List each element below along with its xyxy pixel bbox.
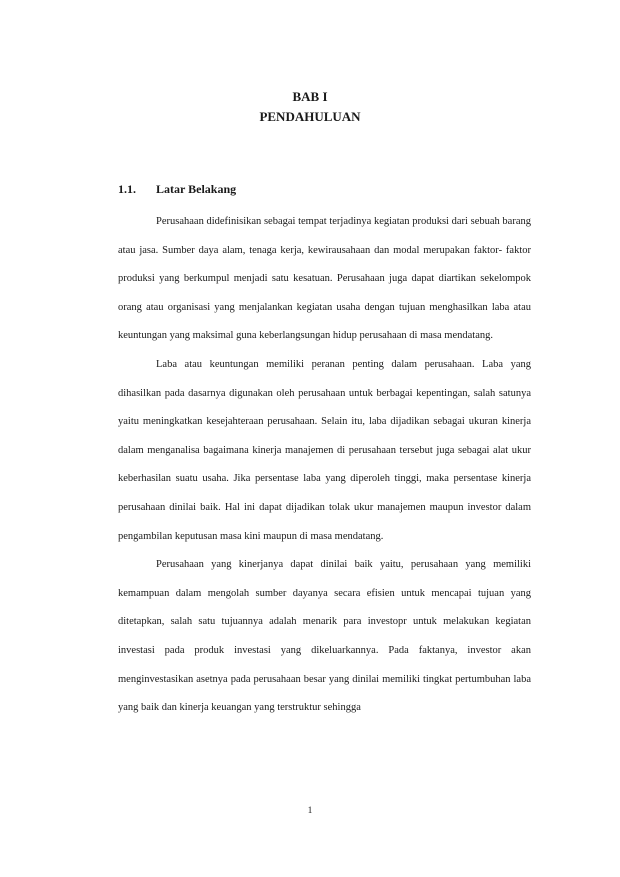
page-number: 1 (307, 806, 313, 816)
chapter-label: BAB I (292, 89, 328, 104)
paragraph: Laba atau keuntungan memiliki peranan penting dalam perusahaan. Laba yang dihasilkan pada dasarnya digunakan oleh perusahaan untuk berbagai kepentingan, salah satunya yaitu meningkatkan kesejahteraan perusahaan. Selain itu, laba dijadikan sebagai ukuran kinerja dalam menganalisa bagaimana kinerja manajemen di perusahaan tersebut juga sebagai alat ukur keberhasilan suatu usaha. Jika persentase laba yang diperoleh tinggi, maka persentase kinerja perusahaan dinilai baik. Hal ini dapat dijadikan tolak ukur manajemen maupun investor dalam pengambilan keputusan masa kini maupun di masa mendatang. (118, 358, 531, 542)
body-text (118, 208, 531, 723)
section-number: 1.1. (118, 182, 136, 196)
section-heading (118, 180, 236, 198)
section-title: Latar Belakang (156, 182, 237, 196)
chapter-title: PENDAHULUAN (259, 109, 361, 124)
paragraph: Perusahaan didefinisikan sebagai tempat terjadinya kegiatan produksi dari sebuah barang atau jasa. Sumber daya alam, tenaga kerja, kewirausahaan dan modal merupakan faktor- faktor produksi yang berkumpul menjadi satu kesatuan. Perusahaan juga dapat diartikan sekelompok orang atau organisasi yang menjalankan kegiatan usaha dengan tujuan menghasilkan laba atau keuntungan yang maksimal guna keberlangsungan hidup perusahaan di masa mendatang. (118, 216, 531, 342)
paragraph: Perusahaan yang kinerjanya dapat dinilai baik yaitu, perusahaan yang memiliki kemampuan dalam mengolah sumber dayanya secara efisien untuk mencapai tujuan yang ditetapkan, salah satu tujuannya adalah menarik para investopr untuk melakukan kegiatan investasi pada produk investasi yang dikeluarkannya. Pada faktanya, investor akan menginvestasikan asetnya pada perusahaan besar yang dinilai memiliki tingkat pertumbuhan laba yang baik dan kinerja keuangan yang terstruktur sehingga (118, 559, 531, 714)
